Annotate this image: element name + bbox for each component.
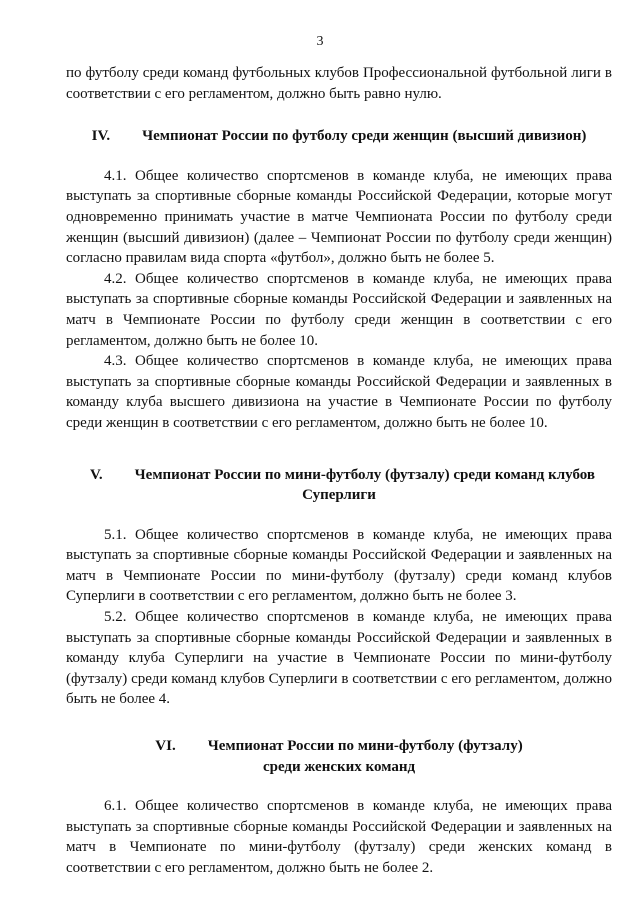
paragraph-5-2: 5.2. Общее количество спортсменов в команде клуба, не имеющих права выступать за спортивные сборные команды Российской Федерации и заявленных в команду клуба Суперлиги на участие в Чемпионате России по мини-футболу (футзалу) среди команд клубов Суперлиги в соответствии с его регламентом, должно быть не более 4. bbox=[66, 609, 612, 708]
paragraph-5-1: 5.1. Общее количество спортсменов в команде клуба, не имеющих права выступать за спортивные сборные команды Российской Федерации и заявленных на матч в Чемпионате России по мини-футболу (футзалу) среди команд клубов Суперлиги в соответствии с его регламентом, должно быть не более 3. bbox=[66, 526, 612, 605]
paragraph-4-3: 4.3. Общее количество спортсменов в команде клуба, не имеющих права выступать за спортивные сборные команды Российской Федерации и заявленных в команду клуба высшего дивизиона на участие в Чемпионате России по футболу среди женщин в соответствии с его регламентом, должно быть не более 10. bbox=[66, 353, 612, 431]
section-5-title-line2: Суперлиги bbox=[302, 487, 376, 504]
section-6-title-line1: Чемпионат России по мини-футболу (футзалу) bbox=[207, 738, 523, 755]
section-4-title: Чемпионат России по футболу среди женщин (высший дивизион) bbox=[142, 128, 587, 145]
intro-paragraph: по футболу среди команд футбольных клубов Профессиональной футбольной лиги в соответствии с его регламентом, должно быть равно нулю. bbox=[66, 65, 612, 102]
section-4-heading bbox=[66, 126, 612, 147]
section-6-heading bbox=[66, 736, 612, 777]
page-number: 3 bbox=[316, 34, 324, 49]
section-4-number: IV. bbox=[91, 128, 111, 145]
paragraph-4-2: 4.2. Общее количество спортсменов в команде клуба, не имеющих права выступать за спортивные сборные команды Российской Федерации и заявленных на матч в Чемпионате России по футболу среди женщин в соответствии с его регламентом, должно быть не более 10. bbox=[66, 270, 612, 349]
section-5-title-line1: Чемпионат России по мини-футболу (футзалу) среди команд клубов bbox=[134, 466, 595, 483]
paragraph-6-1: 6.1. Общее количество спортсменов в команде клуба, не имеющих права выступать за спортивные сборные команды Российской Федерации и заявленных на матч в Чемпионате по мини-футболу (футзалу) среди женских команд в соответствии с его регламентом, должно быть не более 2. bbox=[66, 798, 612, 876]
section-5-number: V. bbox=[90, 466, 103, 483]
section-6-number: VI. bbox=[155, 738, 176, 755]
paragraph-4-1: 4.1. Общее количество спортсменов в команде клуба, не имеющих права выступать за спортивные сборные команды Российской Федерации, которые могут одновременно принимать участие в матче Чемпионата России по футболу среди женщин (высший дивизион) (далее – Чемпионат России по футболу среди женщин) согласно правилам вида спорта «футбол», должно быть не более 5. bbox=[66, 167, 612, 267]
section-5-heading bbox=[66, 465, 612, 506]
document-body bbox=[66, 63, 612, 879]
section-6-title-line2: среди женских команд bbox=[262, 758, 416, 775]
